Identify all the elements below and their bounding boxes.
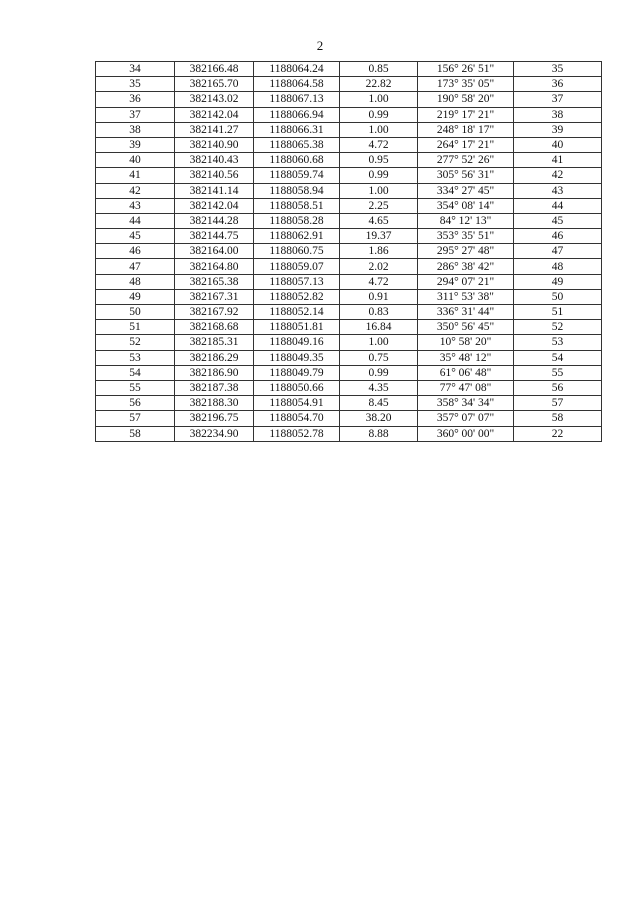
- next-point-cell: 47: [514, 244, 602, 259]
- bearing-cell: 10° 58' 20": [418, 335, 514, 350]
- table-row: [96, 62, 602, 77]
- distance-cell: 1.86: [340, 244, 418, 259]
- point-number-cell: 53: [96, 350, 175, 365]
- table-row: [96, 320, 602, 335]
- distance-cell: 4.35: [340, 380, 418, 395]
- table-row: [96, 122, 602, 137]
- distance-cell: 0.75: [340, 350, 418, 365]
- x-coordinate-cell: 382164.00: [175, 244, 254, 259]
- table-row: [96, 229, 602, 244]
- point-number-cell: 34: [96, 62, 175, 77]
- next-point-cell: 41: [514, 153, 602, 168]
- point-number-cell: 57: [96, 411, 175, 426]
- distance-cell: 38.20: [340, 411, 418, 426]
- distance-cell: 8.88: [340, 426, 418, 441]
- point-number-cell: 41: [96, 168, 175, 183]
- bearing-cell: 248° 18' 17": [418, 122, 514, 137]
- table-row: [96, 168, 602, 183]
- y-coordinate-cell: 1188052.14: [254, 305, 340, 320]
- table-row: [96, 107, 602, 122]
- x-coordinate-cell: 382196.75: [175, 411, 254, 426]
- bearing-cell: 61° 06' 48": [418, 365, 514, 380]
- distance-cell: 1.00: [340, 183, 418, 198]
- table-row: [96, 335, 602, 350]
- y-coordinate-cell: 1188057.13: [254, 274, 340, 289]
- y-coordinate-cell: 1188059.74: [254, 168, 340, 183]
- point-number-cell: 51: [96, 320, 175, 335]
- bearing-cell: 358° 34' 34": [418, 396, 514, 411]
- x-coordinate-cell: 382165.38: [175, 274, 254, 289]
- y-coordinate-cell: 1188049.16: [254, 335, 340, 350]
- point-number-cell: 45: [96, 229, 175, 244]
- distance-cell: 0.85: [340, 62, 418, 77]
- x-coordinate-cell: 382164.80: [175, 259, 254, 274]
- bearing-cell: 219° 17' 21": [418, 107, 514, 122]
- distance-cell: 0.95: [340, 153, 418, 168]
- y-coordinate-cell: 1188058.28: [254, 213, 340, 228]
- table-row: [96, 411, 602, 426]
- bearing-cell: 357° 07' 07": [418, 411, 514, 426]
- table-row: [96, 365, 602, 380]
- point-number-cell: 58: [96, 426, 175, 441]
- y-coordinate-cell: 1188066.31: [254, 122, 340, 137]
- x-coordinate-cell: 382168.68: [175, 320, 254, 335]
- point-number-cell: 56: [96, 396, 175, 411]
- x-coordinate-cell: 382143.02: [175, 92, 254, 107]
- y-coordinate-cell: 1188059.07: [254, 259, 340, 274]
- x-coordinate-cell: 382144.75: [175, 229, 254, 244]
- y-coordinate-cell: 1188054.70: [254, 411, 340, 426]
- next-point-cell: 45: [514, 213, 602, 228]
- y-coordinate-cell: 1188064.58: [254, 77, 340, 92]
- y-coordinate-cell: 1188060.75: [254, 244, 340, 259]
- bearing-cell: 286° 38' 42": [418, 259, 514, 274]
- next-point-cell: 53: [514, 335, 602, 350]
- x-coordinate-cell: 382186.90: [175, 365, 254, 380]
- y-coordinate-cell: 1188066.94: [254, 107, 340, 122]
- table-row: [96, 426, 602, 441]
- y-coordinate-cell: 1188052.78: [254, 426, 340, 441]
- next-point-cell: 48: [514, 259, 602, 274]
- bearing-cell: 84° 12' 13": [418, 213, 514, 228]
- table-row: [96, 77, 602, 92]
- point-number-cell: 44: [96, 213, 175, 228]
- distance-cell: 2.25: [340, 198, 418, 213]
- next-point-cell: 42: [514, 168, 602, 183]
- table-row: [96, 289, 602, 304]
- y-coordinate-cell: 1188049.79: [254, 365, 340, 380]
- coordinates-table-body: [96, 62, 602, 442]
- next-point-cell: 49: [514, 274, 602, 289]
- next-point-cell: 58: [514, 411, 602, 426]
- x-coordinate-cell: 382166.48: [175, 62, 254, 77]
- y-coordinate-cell: 1188062.91: [254, 229, 340, 244]
- x-coordinate-cell: 382140.43: [175, 153, 254, 168]
- point-number-cell: 52: [96, 335, 175, 350]
- next-point-cell: 38: [514, 107, 602, 122]
- distance-cell: 4.72: [340, 137, 418, 152]
- point-number-cell: 48: [96, 274, 175, 289]
- next-point-cell: 40: [514, 137, 602, 152]
- distance-cell: 19.37: [340, 229, 418, 244]
- bearing-cell: 156° 26' 51": [418, 62, 514, 77]
- x-coordinate-cell: 382165.70: [175, 77, 254, 92]
- distance-cell: 1.00: [340, 122, 418, 137]
- bearing-cell: 190° 58' 20": [418, 92, 514, 107]
- x-coordinate-cell: 382142.04: [175, 198, 254, 213]
- next-point-cell: 52: [514, 320, 602, 335]
- next-point-cell: 56: [514, 380, 602, 395]
- bearing-cell: 360° 00' 00": [418, 426, 514, 441]
- distance-cell: 0.91: [340, 289, 418, 304]
- x-coordinate-cell: 382140.90: [175, 137, 254, 152]
- next-point-cell: 44: [514, 198, 602, 213]
- x-coordinate-cell: 382144.28: [175, 213, 254, 228]
- page-number: 2: [316, 38, 324, 53]
- y-coordinate-cell: 1188060.68: [254, 153, 340, 168]
- distance-cell: 1.00: [340, 335, 418, 350]
- y-coordinate-cell: 1188049.35: [254, 350, 340, 365]
- next-point-cell: 37: [514, 92, 602, 107]
- point-number-cell: 49: [96, 289, 175, 304]
- next-point-cell: 39: [514, 122, 602, 137]
- bearing-cell: 311° 53' 38": [418, 289, 514, 304]
- point-number-cell: 39: [96, 137, 175, 152]
- next-point-cell: 57: [514, 396, 602, 411]
- table-row: [96, 259, 602, 274]
- y-coordinate-cell: 1188050.66: [254, 380, 340, 395]
- point-number-cell: 46: [96, 244, 175, 259]
- point-number-cell: 36: [96, 92, 175, 107]
- next-point-cell: 55: [514, 365, 602, 380]
- distance-cell: 0.99: [340, 107, 418, 122]
- distance-cell: 4.72: [340, 274, 418, 289]
- bearing-cell: 350° 56' 45": [418, 320, 514, 335]
- next-point-cell: 50: [514, 289, 602, 304]
- x-coordinate-cell: 382167.31: [175, 289, 254, 304]
- point-number-cell: 54: [96, 365, 175, 380]
- table-row: [96, 137, 602, 152]
- x-coordinate-cell: 382234.90: [175, 426, 254, 441]
- distance-cell: 2.02: [340, 259, 418, 274]
- x-coordinate-cell: 382185.31: [175, 335, 254, 350]
- distance-cell: 4.65: [340, 213, 418, 228]
- table-row: [96, 92, 602, 107]
- point-number-cell: 38: [96, 122, 175, 137]
- x-coordinate-cell: 382186.29: [175, 350, 254, 365]
- next-point-cell: 51: [514, 305, 602, 320]
- y-coordinate-cell: 1188051.81: [254, 320, 340, 335]
- next-point-cell: 54: [514, 350, 602, 365]
- table-row: [96, 244, 602, 259]
- bearing-cell: 295° 27' 48": [418, 244, 514, 259]
- bearing-cell: 353° 35' 51": [418, 229, 514, 244]
- y-coordinate-cell: 1188052.82: [254, 289, 340, 304]
- distance-cell: 16.84: [340, 320, 418, 335]
- x-coordinate-cell: 382140.56: [175, 168, 254, 183]
- point-number-cell: 43: [96, 198, 175, 213]
- bearing-cell: 354° 08' 14": [418, 198, 514, 213]
- bearing-cell: 334° 27' 45": [418, 183, 514, 198]
- table-row: [96, 198, 602, 213]
- table-row: [96, 274, 602, 289]
- point-number-cell: 42: [96, 183, 175, 198]
- x-coordinate-cell: 382142.04: [175, 107, 254, 122]
- point-number-cell: 55: [96, 380, 175, 395]
- y-coordinate-cell: 1188067.13: [254, 92, 340, 107]
- point-number-cell: 35: [96, 77, 175, 92]
- distance-cell: 22.82: [340, 77, 418, 92]
- distance-cell: 0.99: [340, 168, 418, 183]
- table-row: [96, 213, 602, 228]
- distance-cell: 0.83: [340, 305, 418, 320]
- table-row: [96, 380, 602, 395]
- bearing-cell: 77° 47' 08": [418, 380, 514, 395]
- table-row: [96, 350, 602, 365]
- x-coordinate-cell: 382141.27: [175, 122, 254, 137]
- x-coordinate-cell: 382188.30: [175, 396, 254, 411]
- y-coordinate-cell: 1188058.94: [254, 183, 340, 198]
- next-point-cell: 43: [514, 183, 602, 198]
- y-coordinate-cell: 1188054.91: [254, 396, 340, 411]
- point-number-cell: 50: [96, 305, 175, 320]
- next-point-cell: 46: [514, 229, 602, 244]
- distance-cell: 8.45: [340, 396, 418, 411]
- next-point-cell: 35: [514, 62, 602, 77]
- x-coordinate-cell: 382141.14: [175, 183, 254, 198]
- next-point-cell: 36: [514, 77, 602, 92]
- bearing-cell: 35° 48' 12": [418, 350, 514, 365]
- table-row: [96, 305, 602, 320]
- y-coordinate-cell: 1188058.51: [254, 198, 340, 213]
- distance-cell: 0.99: [340, 365, 418, 380]
- table-row: [96, 183, 602, 198]
- table-row: [96, 396, 602, 411]
- y-coordinate-cell: 1188064.24: [254, 62, 340, 77]
- y-coordinate-cell: 1188065.38: [254, 137, 340, 152]
- distance-cell: 1.00: [340, 92, 418, 107]
- bearing-cell: 305° 56' 31": [418, 168, 514, 183]
- bearing-cell: 336° 31' 44": [418, 305, 514, 320]
- table-row: [96, 153, 602, 168]
- bearing-cell: 277° 52' 26": [418, 153, 514, 168]
- bearing-cell: 294° 07' 21": [418, 274, 514, 289]
- x-coordinate-cell: 382167.92: [175, 305, 254, 320]
- point-number-cell: 47: [96, 259, 175, 274]
- next-point-cell: 22: [514, 426, 602, 441]
- point-number-cell: 40: [96, 153, 175, 168]
- x-coordinate-cell: 382187.38: [175, 380, 254, 395]
- coordinates-table: [95, 61, 602, 442]
- bearing-cell: 173° 35' 05": [418, 77, 514, 92]
- point-number-cell: 37: [96, 107, 175, 122]
- bearing-cell: 264° 17' 21": [418, 137, 514, 152]
